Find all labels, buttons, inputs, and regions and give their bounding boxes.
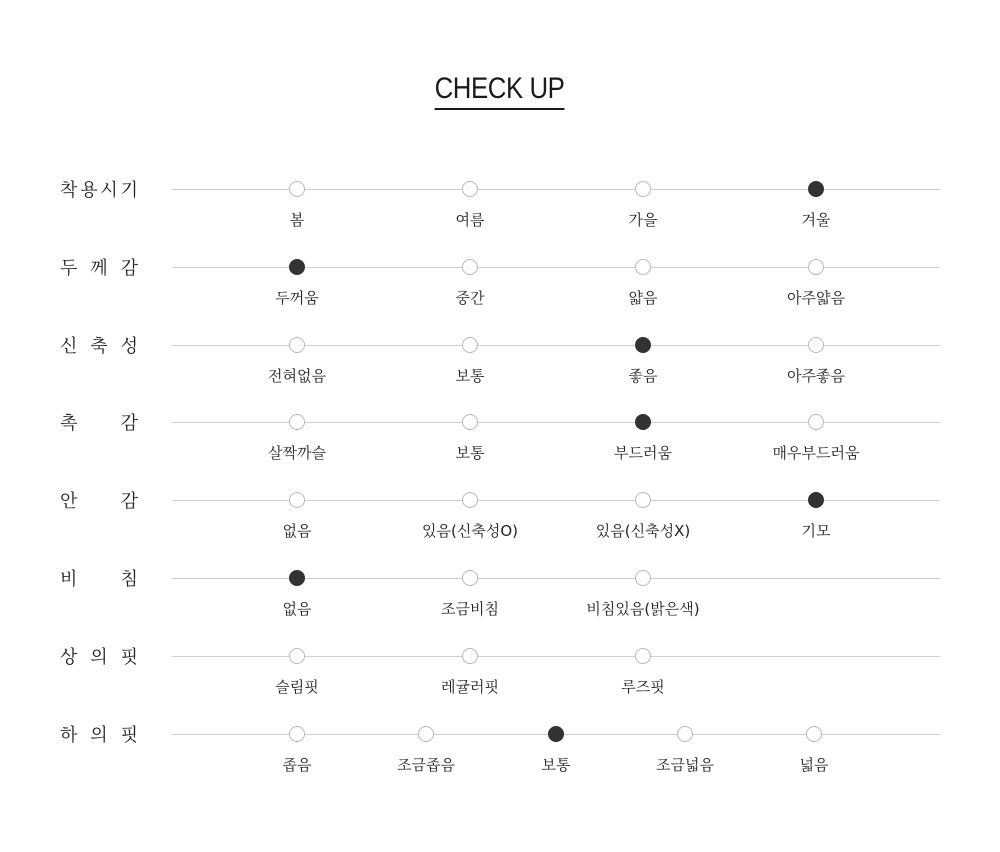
scale-option (207, 566, 387, 626)
option-label: 조금넓음 (656, 756, 714, 774)
radio-dot[interactable] (462, 337, 478, 353)
checkup-row-thickness (0, 255, 1000, 315)
option-label: 슬림핏 (275, 678, 319, 696)
option-label: 조금비침 (441, 600, 499, 618)
option-label: 봄 (289, 211, 305, 229)
scale-option (380, 644, 560, 704)
radio-dot[interactable] (635, 181, 651, 197)
option-label: 부드러움 (614, 444, 672, 462)
option-label: 루즈핏 (621, 678, 665, 696)
scale-option (726, 333, 906, 393)
option-label: 좁음 (282, 756, 312, 774)
scale-option (380, 488, 560, 548)
checkup-row-lining (0, 488, 1000, 548)
scale-option (553, 333, 733, 393)
scale-option (553, 644, 733, 704)
radio-dot[interactable] (806, 726, 822, 742)
scale-option (726, 410, 906, 470)
row-label: 착 용 시 기 (60, 180, 138, 201)
scale-option (207, 177, 387, 237)
checkup-row-bottom-fit (0, 722, 1000, 782)
scale-option (207, 255, 387, 315)
option-label: 있음(신축성X) (595, 522, 691, 540)
scale-option (380, 333, 560, 393)
checkup-row-top-fit (0, 644, 1000, 704)
scale-option (380, 255, 560, 315)
option-label: 두꺼움 (275, 289, 319, 307)
option-label: 가을 (628, 211, 658, 229)
radio-dot[interactable] (635, 570, 651, 586)
option-label: 아주얇음 (787, 289, 845, 307)
scale-option (207, 644, 387, 704)
radio-dot[interactable] (289, 726, 305, 742)
scale-option (207, 410, 387, 470)
row-label: 비 침 (60, 569, 138, 590)
radio-dot[interactable] (462, 648, 478, 664)
scale-option (380, 177, 560, 237)
option-label: 여름 (455, 211, 485, 229)
option-label: 얇음 (628, 289, 658, 307)
radio-dot[interactable] (462, 414, 478, 430)
radio-dot[interactable] (289, 648, 305, 664)
radio-dot[interactable] (289, 337, 305, 353)
radio-dot-selected[interactable] (808, 181, 824, 197)
scale-option (726, 177, 906, 237)
row-label: 신 축 성 (60, 336, 138, 357)
checkup-row-sheerness (0, 566, 1000, 626)
radio-dot-selected[interactable] (548, 726, 564, 742)
option-label: 매우부드러움 (772, 444, 860, 462)
option-label: 아주좋음 (787, 367, 845, 385)
option-label: 넓음 (799, 756, 829, 774)
option-label: 중간 (455, 289, 485, 307)
radio-dot[interactable] (462, 492, 478, 508)
option-label: 있음(신축성O) (422, 522, 518, 540)
scale-option (553, 410, 733, 470)
radio-dot[interactable] (808, 259, 824, 275)
option-label: 보통 (541, 756, 571, 774)
scale-option (380, 566, 560, 626)
row-label: 하 의 핏 (60, 725, 138, 746)
radio-dot[interactable] (462, 181, 478, 197)
radio-dot-selected[interactable] (635, 414, 651, 430)
page-title: CHECK UP (435, 72, 565, 110)
option-label: 보통 (455, 444, 485, 462)
radio-dot-selected[interactable] (289, 570, 305, 586)
radio-dot-selected[interactable] (808, 492, 824, 508)
radio-dot-selected[interactable] (635, 337, 651, 353)
radio-dot[interactable] (808, 337, 824, 353)
option-label: 없음 (282, 600, 312, 618)
scale-option (726, 255, 906, 315)
option-label: 비침있음(밝은색) (586, 600, 700, 618)
option-label: 겨울 (801, 211, 831, 229)
radio-dot-selected[interactable] (289, 259, 305, 275)
scale-option (207, 488, 387, 548)
radio-dot[interactable] (635, 492, 651, 508)
scale-option (553, 488, 733, 548)
scale-option (207, 333, 387, 393)
option-label: 레귤러핏 (441, 678, 499, 696)
row-label: 촉 감 (60, 413, 138, 434)
row-label: 두 께 감 (60, 258, 138, 279)
radio-dot[interactable] (808, 414, 824, 430)
scale-option (726, 488, 906, 548)
row-label: 안 감 (60, 491, 138, 512)
radio-dot[interactable] (289, 181, 305, 197)
radio-dot[interactable] (462, 570, 478, 586)
radio-dot[interactable] (677, 726, 693, 742)
radio-dot[interactable] (418, 726, 434, 742)
radio-dot[interactable] (462, 259, 478, 275)
radio-dot[interactable] (289, 492, 305, 508)
radio-dot[interactable] (289, 414, 305, 430)
scale-option (380, 410, 560, 470)
row-label: 상 의 핏 (60, 647, 138, 668)
option-label: 좋음 (628, 367, 658, 385)
checkup-row-texture (0, 410, 1000, 470)
option-label: 보통 (455, 367, 485, 385)
scale-option (553, 255, 733, 315)
option-label: 전혀없음 (268, 367, 326, 385)
option-label: 기모 (801, 522, 831, 540)
checkup-row-season (0, 177, 1000, 237)
scale-option (553, 566, 733, 626)
radio-dot[interactable] (635, 259, 651, 275)
option-label: 살짝까슬 (268, 444, 326, 462)
checkup-row-elasticity (0, 333, 1000, 393)
radio-dot[interactable] (635, 648, 651, 664)
scale-option (724, 722, 904, 782)
option-label: 조금좁음 (397, 756, 455, 774)
option-label: 없음 (282, 522, 312, 540)
scale-option (553, 177, 733, 237)
